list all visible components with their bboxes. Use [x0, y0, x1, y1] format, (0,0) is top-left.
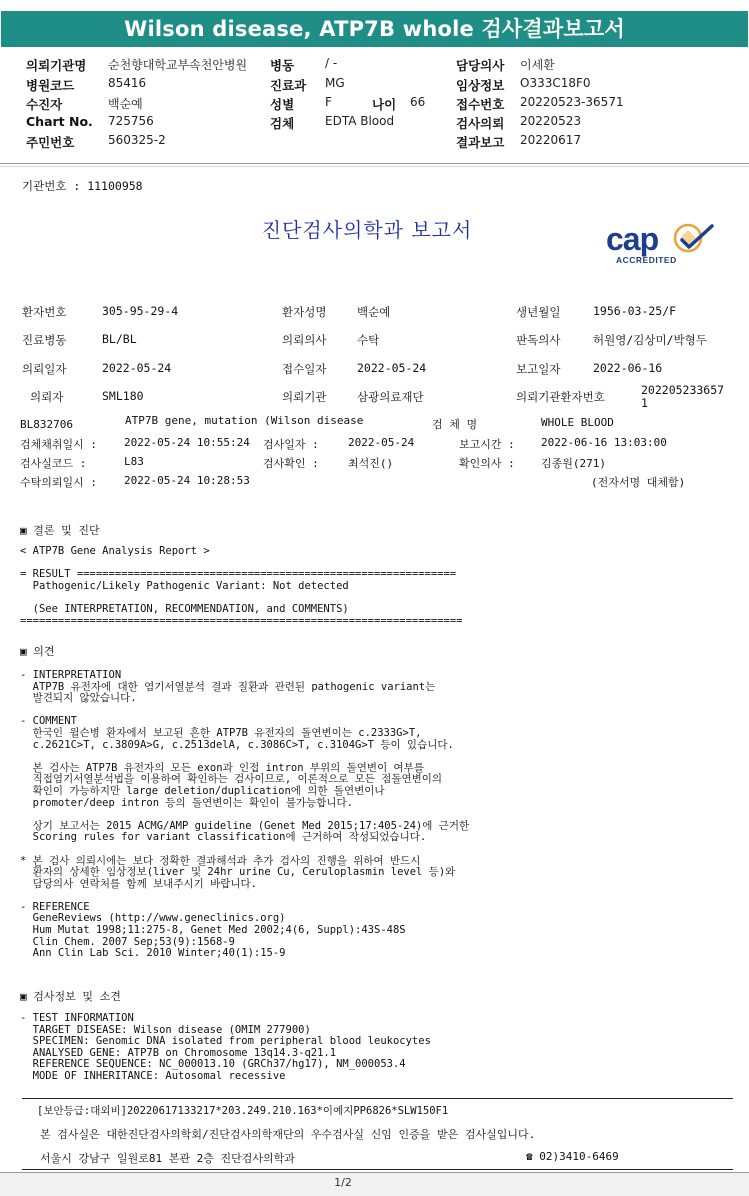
req-doctor-label: 의뢰의사 [282, 333, 327, 347]
ward-label: 진료병동 [22, 333, 67, 347]
header-divider [0, 166, 749, 167]
report-time-value: 2022-06-16 13:03:00 [541, 436, 667, 449]
req-inst-label: 의뢰기관 [282, 390, 327, 404]
sex-label: 성별 [270, 97, 295, 112]
patient-value: 백순예 [108, 97, 143, 111]
verify-doctor-label: 확인의사 : [459, 457, 515, 470]
dob-value: 1956-03-25/F [593, 304, 677, 318]
result-report-label: 결과보고 [456, 135, 505, 150]
chart-no-value: 725756 [108, 114, 154, 128]
attending-value: 이세환 [520, 58, 555, 72]
reader-label: 판독의사 [516, 333, 561, 347]
specimen-code: BL832706 [20, 418, 73, 431]
req-inst-pt-value: 202205233657 [641, 383, 725, 397]
cap-accredited-logo [606, 222, 718, 268]
recv-date-value: 2022-05-24 [357, 361, 427, 375]
report-banner-title: Wilson disease, ATP7B whole 검사결과보고서 [1, 11, 748, 47]
header-row [0, 114, 749, 133]
attending-label: 담당의사 [456, 58, 505, 73]
age-value: 66 [410, 95, 426, 109]
lab-address: 서울시 강남구 일원로81 본관 2층 진단검사의학과 [40, 1152, 295, 1165]
security-stamp: [보안등급:대외비]20220617133217*203.249.210.163*이예지PP6826*SLW150F1 [37, 1105, 449, 1117]
inst-name-value: 순천향대학교부속천안병원 [108, 58, 248, 72]
commission-time-value: 2022-05-24 10:28:53 [124, 474, 250, 487]
test-name: ATP7B gene, mutation (Wilson disease [125, 414, 364, 427]
report-date-label: 보고일자 [516, 362, 561, 376]
ward-value: / - [325, 56, 338, 70]
test-date-label: 검사일자 : [263, 438, 319, 451]
cap-logo-word: cap [606, 221, 659, 257]
collect-time-label: 검체채취일시 : [20, 438, 98, 451]
receipt-no-value: 20220523-36571 [520, 95, 624, 109]
chart-no-label: Chart No. [26, 114, 93, 129]
sample-name-value: WHOLE BLOOD [541, 416, 614, 429]
cap-logo-accredited: ACCREDITED [616, 255, 677, 265]
patient-label: 수진자 [26, 97, 63, 112]
hosp-code-value: 85416 [108, 76, 147, 90]
report-time-label: 보고시간 : [459, 438, 515, 451]
result-text: < ATP7B Gene Analysis Report > = RESULT ============================================================ Pathogenic/Likely Pathogenic Variant: Not detected (See INTERPRETATION, RECOMMENDATION, and COMMENTS) ====================================================================== [20, 545, 463, 627]
requester-label: 의뢰자 [30, 390, 64, 404]
requester-value: SML180 [102, 389, 144, 403]
commission-time-label: 수탁의뢰일시 : [20, 476, 98, 489]
test-request-value: 20220523 [520, 114, 582, 128]
age-label: 나이 [372, 97, 397, 112]
header-info [0, 56, 749, 152]
header-row [0, 56, 749, 75]
receipt-no-label: 접수번호 [456, 97, 505, 112]
req-inst-value: 삼광의료재단 [357, 390, 424, 404]
lab-phone: ☎ 02)3410-6469 [526, 1150, 619, 1163]
clinical-info-label: 임상정보 [456, 78, 505, 93]
report-title: 진단검사의학과 보고서 [261, 218, 473, 242]
req-doctor-value: 수탁 [357, 333, 380, 347]
reg-no-value: 305-95-29-4 [102, 304, 179, 318]
dob-label: 생년월일 [516, 305, 561, 319]
header-row [0, 133, 749, 152]
clinical-info-value: O333C18F0 [520, 76, 591, 90]
inst-name-label: 의뢰기관명 [26, 58, 87, 73]
test-info-text: - TEST INFORMATION TARGET DISEASE: Wilson disease (OMIM 277900) SPECIMEN: Genomic DNA isolated from peripheral blood leukocytes ANALYSED GENE: ATP7B on Chromosome 13q14.3-q21.1 REFERENCE SEQUENCE: NC_000013.10 (GRCh37/hg17), NM_000053.4 MODE OF INHERITANCE: Autosomal recessive [20, 1012, 431, 1082]
reader-value: 허원영/김상미/박형두 [593, 333, 707, 347]
ward-label: 병동 [270, 58, 295, 73]
test-confirm-value: 최석진() [348, 457, 394, 470]
specimen-label: 검체 [270, 116, 295, 131]
test-confirm-label: 검사확인 : [263, 457, 319, 470]
opinion-text: - INTERPRETATION ATP7B 유전자에 대한 염기서열분석 결과 질환과 관련된 pathogenic variant는 발견되지 않았습니다. - COMMENT 한국인 윌슨병 환자에서 보고된 흔한 ATP7B 유전자의 돌연변이는 c.2333G>T, c.2621C>T, c.3809A>G, c.2513delA, c.3086C>T, c.3104G>T 등이 있습니다. 본 검사는 ATP7B 유전자의 모든 exon과 인접 intron 부위의 돌연변이 여부를 직접염기서열분석법을 이용하여 확인하는 검사이므로, 이론적으로 모든 점돌연변이의 확인이 가능하지만 large deletion/duplication에 의한 돌연변이나 promoter/deep intron 등의 돌연변이는 확인이 불가능합니다. 상기 보고서는 2015 ACMG/AMP guideline (Genet Med 2015;17:405-24)에 근거한 Scoring rules for variant classification에 근거하여 작성되었습니다. * 본 검사 의뢰시에는 보다 정확한 결과해석과 추가 검사의 진행을 위하여 반드시 환자의 상세한 임상정보(liver 및 24hr urine Cu, Ceruloplasmin level 등)와 담당의사 연락처를 함께 보내주시기 바랍니다. - REFERENCE GeneReviews (http://www.geneclinics.org) Hum Mutat 1998;11:275-8, Genet Med 2002;4(6, Suppl):43S-48S Clin Chem. 2007 Sep;53(9):1568-9 Ann Clin Lab Sci. 2010 Winter;40(1):15-9 [20, 669, 470, 960]
req-inst-pt-label: 의뢰기관환자번호 [516, 390, 605, 404]
header-row [0, 95, 749, 114]
lab-code-label: 검사실코드 : [20, 457, 87, 470]
dept-value: MG [325, 76, 345, 90]
verify-doctor-value: 김종원(271) [541, 457, 606, 470]
lab-code-value: L83 [124, 455, 144, 468]
page-number: 1/2 [334, 1176, 352, 1189]
certification-note: 본 검사실은 대한진단검사의학회/진단검사의학재단의 우수검사실 신임 인증을 받은 검사실입니다. [40, 1128, 536, 1141]
sample-name-label: 검 체 명 [432, 418, 478, 431]
resident-no-label: 주민번호 [26, 135, 75, 150]
req-date-label: 의뢰일자 [22, 362, 67, 376]
test-info-section-heading: ▣ 검사정보 및 소견 [20, 990, 121, 1003]
patient-name-label: 환자성명 [282, 305, 327, 319]
result-report-value: 20220617 [520, 133, 582, 147]
header-row [0, 76, 749, 95]
header-divider [0, 163, 749, 164]
report-date-value: 2022-06-16 [593, 361, 663, 375]
cap-checkmark-icon [672, 222, 716, 256]
institution-number: 기관번호 : 11100958 [22, 179, 143, 193]
specimen-value: EDTA Blood [325, 114, 395, 128]
opinion-section-heading: ▣ 의견 [20, 645, 55, 658]
resident-no-value: 560325-2 [108, 133, 166, 147]
test-request-label: 검사의뢰 [456, 116, 505, 131]
dept-label: 진료과 [270, 78, 307, 93]
reg-no-label: 환자번호 [22, 305, 67, 319]
ward-value: BL/BL [102, 332, 137, 346]
collect-time-value: 2022-05-24 10:55:24 [124, 436, 250, 449]
test-date-value: 2022-05-24 [348, 436, 415, 449]
hosp-code-label: 병원코드 [26, 78, 75, 93]
req-inst-pt-value-cont: 1 [641, 396, 648, 410]
sex-value: F [325, 95, 332, 109]
patient-name-value: 백순예 [357, 305, 391, 319]
req-date-value: 2022-05-24 [102, 361, 172, 375]
recv-date-label: 접수일자 [282, 362, 327, 376]
esign-note: (전자서명 대체함) [591, 476, 686, 489]
result-section-heading: ▣ 결론 및 진단 [20, 524, 100, 537]
